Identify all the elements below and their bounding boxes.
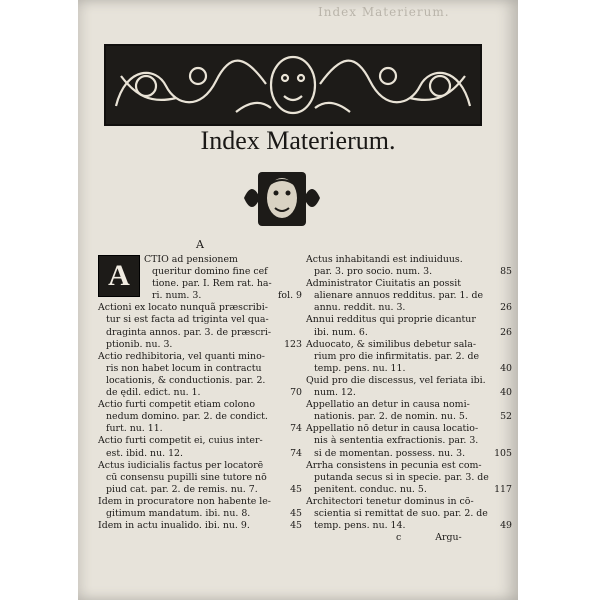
index-entry: [98, 520, 302, 532]
entry-line: [144, 254, 302, 266]
entry-line: [306, 448, 512, 460]
entry-text: ptionib. nu. 3.: [106, 338, 173, 350]
entry-line: [306, 423, 512, 435]
entry-line: [306, 375, 512, 387]
entry-text: Aduocato, & similibus debetur sala-: [306, 338, 477, 350]
page-reference: 117: [494, 483, 512, 495]
entry-text: par. 3. pro socio. num. 3.: [314, 266, 433, 278]
entry-line: [98, 460, 302, 472]
entry-line: [306, 435, 512, 447]
entry-line: [306, 351, 512, 363]
entry-line: [306, 266, 512, 278]
entry-line: [98, 423, 302, 435]
index-entry: [306, 254, 512, 278]
entry-text: locationis, & conductionis. par. 2.: [106, 374, 266, 386]
entry-text: Quid pro die discessus, vel feriata ibi.: [306, 374, 486, 386]
entry-line: [306, 278, 512, 290]
index-entry: [306, 375, 512, 399]
entry-line: [306, 327, 512, 339]
index-entry: [306, 496, 512, 532]
headpiece-ornament-icon: [106, 46, 480, 124]
index-entry: [306, 339, 512, 375]
index-entry: [98, 460, 302, 496]
index-entry: [306, 314, 512, 338]
entry-text: Appellatio nō detur in causa locatio-: [306, 423, 479, 435]
entry-text: num. 12.: [314, 387, 356, 399]
index-entry: [98, 399, 302, 435]
entry-line: [144, 290, 302, 302]
entry-line: [98, 484, 302, 496]
entry-text: draginta annos. par. 3. de præscri-: [106, 326, 271, 338]
mask-ornament-icon: [240, 168, 324, 230]
entry-text: scientia si remittat de suo. par. 2. de: [314, 507, 488, 519]
page-reference: 74: [290, 447, 302, 459]
entry-text: tur si est facta ad triginta vel qua-: [106, 314, 269, 326]
entry-line: [98, 363, 302, 375]
entry-line: [98, 508, 302, 520]
entry-line: [98, 339, 302, 351]
dropcap-letter: A: [108, 259, 130, 292]
entry-text: furt. nu. 11.: [106, 423, 163, 435]
entry-text: alienare annuos redditus. par. 1. de: [314, 290, 483, 302]
entry-text: queritur domino fine cef: [152, 266, 268, 278]
entry-text: si de momentan. possess. nu. 3.: [314, 447, 466, 459]
right-column: [306, 254, 512, 532]
entry-line: [306, 399, 512, 411]
index-entry: [306, 278, 512, 314]
entry-line: [98, 387, 302, 399]
page-reference: 26: [500, 326, 512, 338]
show-through-header: Index Materierum.: [318, 5, 450, 19]
entry-line: [306, 460, 512, 472]
entry-text: temp. pens. nu. 14.: [314, 520, 406, 532]
entry-text: Actio furti competit ei, cuius inter-: [98, 435, 263, 447]
entry-line: [306, 508, 512, 520]
page-reference: 45: [290, 507, 302, 519]
entry-text: Architectori tenetur dominus in cō-: [306, 495, 474, 507]
entry-text: Actus iudicialis factus per locatorē: [98, 459, 264, 471]
entry-line: [306, 314, 512, 326]
entry-text: ris non habet locum in contractu: [106, 362, 262, 374]
page-reference: 52: [500, 411, 512, 423]
entry-line: [306, 411, 512, 423]
entry-line: [98, 448, 302, 460]
page-reference: 40: [500, 387, 512, 399]
entry-line: [306, 520, 512, 532]
entry-text: nationis. par. 2. de nomin. nu. 5.: [314, 411, 468, 423]
section-letter: A: [196, 238, 204, 251]
left-column: [98, 238, 302, 532]
entry-line: [98, 314, 302, 326]
entry-text: Actio redhibitoria, vel quanti mino-: [98, 350, 265, 362]
entry-text: Administrator Ciuitatis an possit: [306, 278, 461, 290]
entry-text: CTIO ad pensionem: [144, 254, 238, 265]
book-page: [78, 0, 518, 600]
entry-text: putanda secus si in specie. par. 3. de: [314, 471, 489, 483]
entry-line: [98, 399, 302, 411]
page-reference: 85: [500, 266, 512, 278]
entry-text: annu. reddit. nu. 3.: [314, 302, 406, 314]
mask-ornament: [240, 168, 324, 230]
entry-text: temp. pens. nu. 11.: [314, 362, 406, 374]
entry-line: [144, 278, 302, 290]
index-entry: [98, 435, 302, 459]
entry-line: [306, 472, 512, 484]
entry-line: [98, 327, 302, 339]
entry-line: [98, 351, 302, 363]
page-reference: 26: [500, 302, 512, 314]
entry-text: penitent. conduc. nu. 5.: [314, 483, 427, 495]
entry-text: piud cat. par. 2. de remis. nu. 7.: [106, 483, 258, 495]
catchword: Argu-: [435, 532, 462, 543]
entry-text: tione. par. I. Rem rat. ha-: [152, 278, 272, 290]
entry-line: [306, 363, 512, 375]
entry-line: [306, 302, 512, 314]
entry-text: ri. num. 3.: [152, 290, 202, 302]
page-reference: 40: [500, 362, 512, 374]
entry-line: [306, 484, 512, 496]
page-reference: 105: [494, 447, 512, 459]
entry-text: ibi. num. 6.: [314, 326, 368, 338]
index-entry: [98, 496, 302, 520]
page-reference: 74: [290, 423, 302, 435]
index-entry: [306, 423, 512, 459]
dropcap: [98, 255, 140, 297]
entry-text: Actio furti competit etiam colono: [98, 399, 255, 411]
entry-text: Idem in procuratore non habente le-: [98, 495, 271, 507]
signature-mark: c: [396, 532, 402, 543]
entry-text: gitimum mandatum. ibi. nu. 8.: [106, 507, 251, 519]
entry-line: [98, 375, 302, 387]
page-reference: 70: [290, 387, 302, 399]
page-reference: 123: [284, 338, 302, 350]
entry-line: [98, 496, 302, 508]
page-reference: fol. 9: [277, 290, 302, 302]
page-title: Index Materierum.: [200, 126, 396, 155]
entry-text: Annui redditus qui proprie dicantur: [306, 314, 476, 326]
page-reference: 49: [500, 520, 512, 532]
entry-line: [306, 290, 512, 302]
index-entry: [98, 351, 302, 399]
page-reference: 45: [290, 520, 302, 532]
page-reference: 45: [290, 483, 302, 495]
entry-line: [306, 387, 512, 399]
entry-text: est. ibid. nu. 12.: [106, 447, 183, 459]
index-entry: [306, 399, 512, 423]
entry-line: [306, 496, 512, 508]
entry-text: cū consensu pupilli sine tutore nō: [106, 471, 267, 483]
entry-text: rium pro die infirmitatis. par. 2. de: [314, 350, 480, 362]
entry-text: Idem in actu inualido. ibi. nu. 9.: [98, 520, 250, 532]
entry-text: Actus inhabitandi est indiuiduus.: [306, 254, 463, 265]
entry-line: [98, 411, 302, 423]
entry-line: [98, 472, 302, 484]
entry-text: nedum domino. par. 2. de condict.: [106, 411, 268, 423]
entry-line: [306, 339, 512, 351]
entry-line: [306, 254, 512, 266]
entry-text: Actioni ex locato nunquã præscribi-: [98, 302, 268, 314]
index-entry: [98, 302, 302, 350]
entry-text: Appellatio an detur in causa nomi-: [306, 399, 470, 411]
entry-line: [98, 520, 302, 532]
index-entry: [306, 460, 512, 496]
entry-line: [98, 302, 302, 314]
page-footer: [396, 532, 496, 543]
woodcut-headpiece: [104, 44, 482, 126]
entry-line: [98, 435, 302, 447]
entry-text: de ędil. edict. nu. 1.: [106, 387, 201, 399]
entry-text: Arrha consistens in pecunia est com-: [306, 459, 482, 471]
entry-text: nis à sententia exfractionis. par. 3.: [314, 435, 479, 447]
entry-line: [144, 266, 302, 278]
